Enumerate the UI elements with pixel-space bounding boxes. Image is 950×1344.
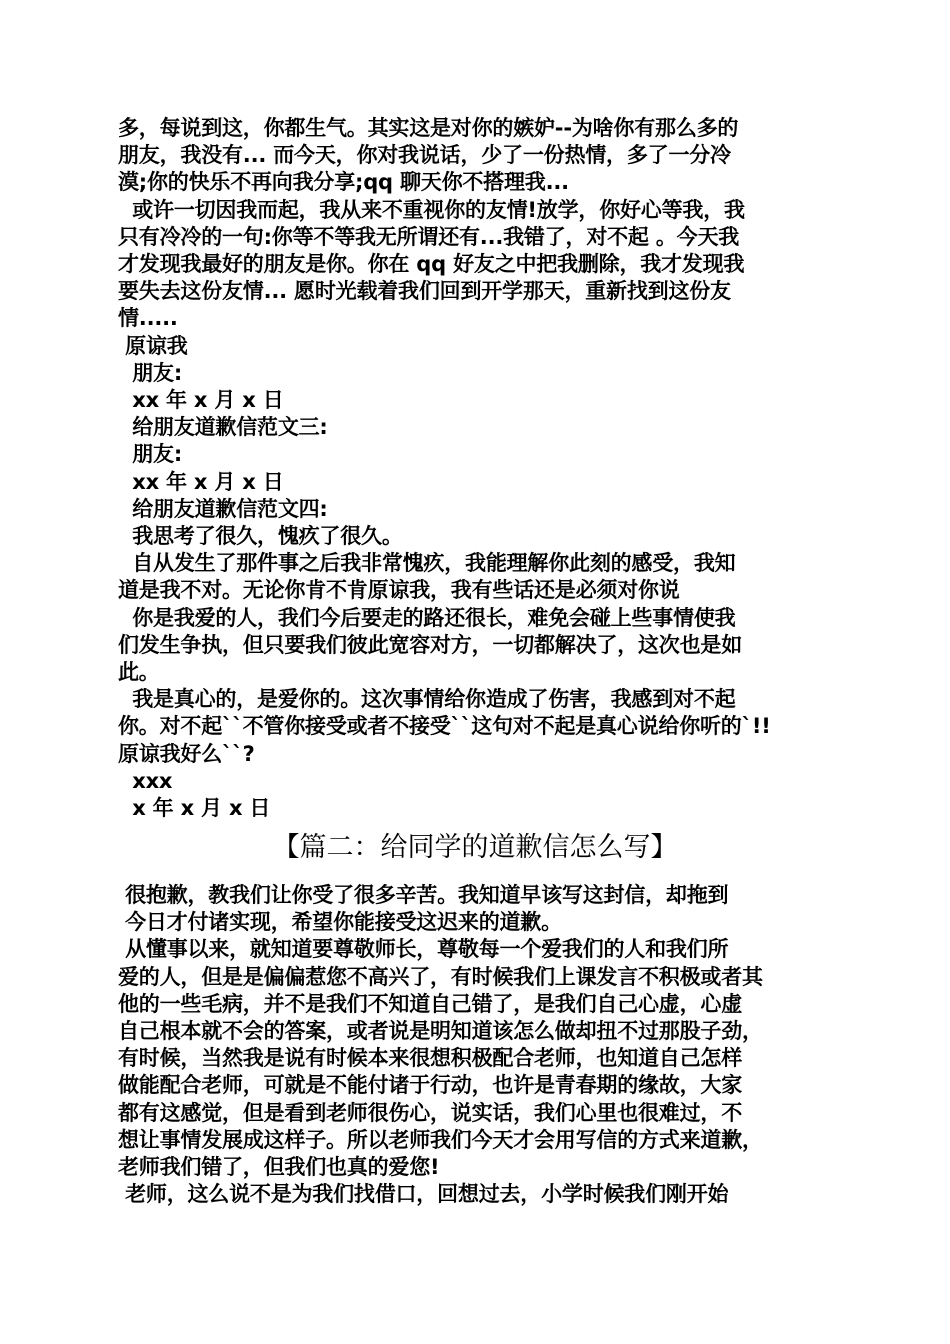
text-line: 或许一切因我而起，我从来不重视你的友情!放学，你好心等我，我 [118, 197, 745, 222]
text-line: xx 年 x 月 x 日 [118, 469, 284, 494]
text-line: 都有这感觉，但是看到老师很伤心，说实话，我们心里也很难过，不 [118, 1100, 742, 1125]
text-line: 他的一些毛病，并不是我们不知道自己错了，是我们自己心虚，心虚 [118, 991, 742, 1016]
text-line: 朋友，我没有... 而今天，你对我说话，少了一份热情，多了一分冷 [118, 143, 731, 168]
text-line: 很抱歉，教我们让你受了很多辛苦。我知道早该写这封信，却拖到 [118, 883, 729, 907]
text-line: 朋友: [118, 360, 183, 385]
section-heading: 【篇二：给同学的道歉信怎么写】 [272, 832, 678, 863]
text-line: 我是真心的，是爱你的。这次事情给你造成了伤害，我感到对不起 [118, 687, 736, 712]
text-line: 爱的人，但是是偏偏惹您不高兴了，有时候我们上课发言不积极或者其 [118, 964, 763, 989]
text-line: 情..... [118, 306, 178, 331]
text-line: 给朋友道歉信范文四: [118, 496, 328, 521]
text-line: 自己根本就不会的答案，或者说是明知道该怎么做却扭不过那股子劲， [118, 1019, 763, 1044]
text-line: x 年 x 月 x 日 [118, 796, 271, 821]
text-line: 要失去这份友情... 愿时光载着我们回到开学那天，重新找到这份友 [118, 279, 731, 304]
text-line: 漠;你的快乐不再向我分享;qq 聊天你不搭理我... [118, 170, 569, 195]
text-line: 你。对不起``不管你接受或者不接受``这句对不起是真心说给你听的`!! [118, 714, 771, 739]
text-line: 今日才付诸实现，希望你能接受这迟来的道歉。 [118, 910, 562, 935]
text-line: 才发现我最好的朋友是你。你在 qq 好友之中把我删除，我才发现我 [118, 252, 745, 277]
text-line: 此。 [118, 660, 160, 685]
text-line: 你是我爱的人，我们今后要走的路还很长，难免会碰上些事情使我 [118, 605, 736, 630]
text-line: 自从发生了那件事之后我非常愧疚，我能理解你此刻的感受，我知 [118, 551, 736, 576]
text-line: 老师我们错了，但我们也真的爱您! [118, 1155, 440, 1180]
text-line: xx 年 x 月 x 日 [118, 388, 284, 413]
text-line: 老师，这么说不是为我们找借口，回想过去，小学时候我们刚开始 [118, 1182, 729, 1207]
text-line: 从懂事以来，就知道要尊敬师长，尊敬每一个爱我们的人和我们所 [118, 937, 729, 962]
text-line: 想让事情发展成这样子。所以老师我们今天才会用写信的方式来道歉， [118, 1127, 763, 1152]
text-line: 只有冷冷的一句:你等不等我无所谓还有...我错了，对不起 。今天我 [118, 224, 740, 249]
text-line: 朋友: [118, 442, 183, 467]
text-line: 道是我不对。无论你肯不肯原谅我，我有些话还是必须对你说 [118, 578, 680, 603]
text-line: 我思考了很久，愧疚了很久。 [118, 524, 403, 549]
letter-body-part-two [118, 882, 848, 1208]
text-line: 原谅我好么``? [118, 741, 255, 766]
text-line: xxx [118, 768, 173, 793]
text-line: 们发生争执，但只要我们彼此宽容对方，一切都解决了，这次也是如 [118, 632, 742, 657]
text-line: 给朋友道歉信范文三: [118, 415, 328, 440]
letter-body-part-one [118, 115, 848, 822]
text-line: 多，每说到这，你都生气。其实这是对你的嫉妒--为啥你有那么多的 [118, 116, 739, 140]
text-line: 做能配合老师，可就是不能付诸于行动，也许是青春期的缘故，大家 [118, 1073, 742, 1098]
text-line: 原谅我 [118, 333, 188, 358]
text-line: 有时候，当然我是说有时候本来很想积极配合老师，也知道自己怎样 [118, 1046, 742, 1071]
